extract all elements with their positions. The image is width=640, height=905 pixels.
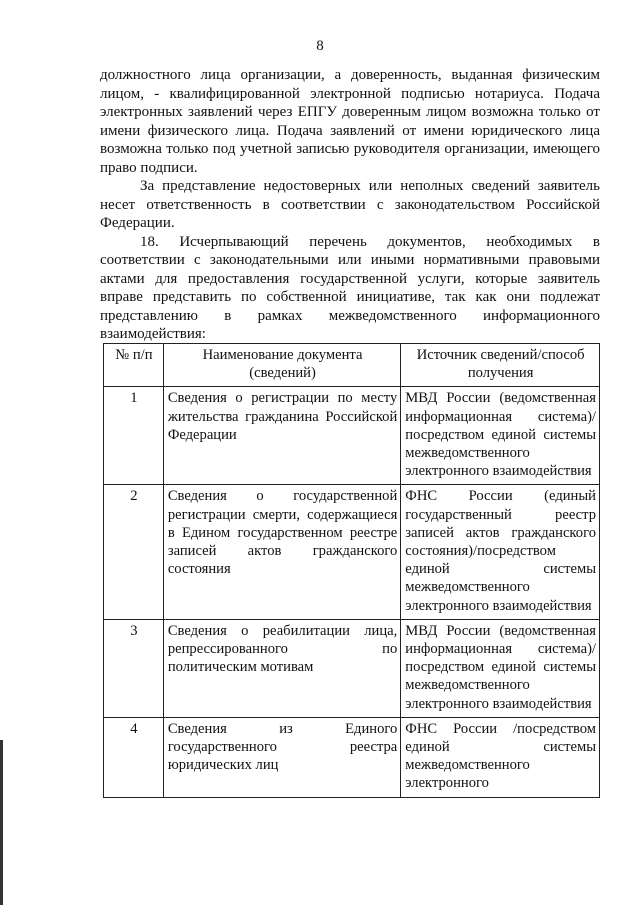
page-number: 8 <box>316 38 324 54</box>
row-source: МВД России (ведомственная информационная система)/посредством единой системы межведомственного электронного взаимодействия <box>401 387 600 485</box>
row-number: 3 <box>104 619 164 717</box>
row-source: ФНС России /посредством единой системы межведомственного электронного <box>401 717 600 797</box>
table-row <box>104 717 600 797</box>
row-document-name: Сведения о реабилитации лица, репрессированного по политическим мотивам <box>163 619 400 717</box>
header-source: Источник сведений/способ получения <box>401 344 600 387</box>
scan-edge-mark <box>0 740 3 905</box>
row-source: ФНС России (единый государственный реестр записей актов гражданского состояния)/посредством единой системы межведомственного электронного взаимодействия <box>401 485 600 619</box>
row-number: 2 <box>104 485 164 619</box>
header-number: № п/п <box>104 344 164 387</box>
table-row <box>104 619 600 717</box>
document-body <box>100 66 600 344</box>
row-number: 4 <box>104 717 164 797</box>
row-source: МВД России (ведомственная информационная система)/посредством единой системы межведомственного электронного взаимодействия <box>401 619 600 717</box>
table-header-row <box>104 344 600 387</box>
row-document-name: Сведения о регистрации по месту жительства гражданина Российской Федерации <box>163 387 400 485</box>
paragraph-continuation: должностного лица организации, а доверенность, выданная физическим лицом, - квалифицированной электронной подписью нотариуса. Подача электронных заявлений через ЕПГУ доверенным лицом возможна только от имени физического лица. Подача заявлений от имени юридического лица возможна только под учетной записью руководителя организации, имеющего право подписи. <box>100 67 600 176</box>
table-row <box>104 485 600 619</box>
documents-table <box>103 343 600 798</box>
row-number: 1 <box>104 387 164 485</box>
header-document-name: Наименование документа (сведений) <box>163 344 400 387</box>
table-row <box>104 387 600 485</box>
row-document-name: Сведения о государственной регистрации смерти, содержащиеся в Едином государственном реестре записей актов гражданского состояния <box>163 485 400 619</box>
row-document-name: Сведения из Единого государственного реестра юридических лиц <box>163 717 400 797</box>
paragraph-item-18: 18. Исчерпывающий перечень документов, необходимых в соответствии с законодательными или иными нормативными правовыми актами для предоставления государственной услуги, которые заявитель вправе представить по собственной инициативе, так как они подлежат представлению в рамках межведомственного информационного взаимодействия: <box>100 233 600 342</box>
paragraph-liability: За представление недостоверных или неполных сведений заявитель несет ответственность в соответствии с законодательством Российской Федерации. <box>100 178 600 231</box>
